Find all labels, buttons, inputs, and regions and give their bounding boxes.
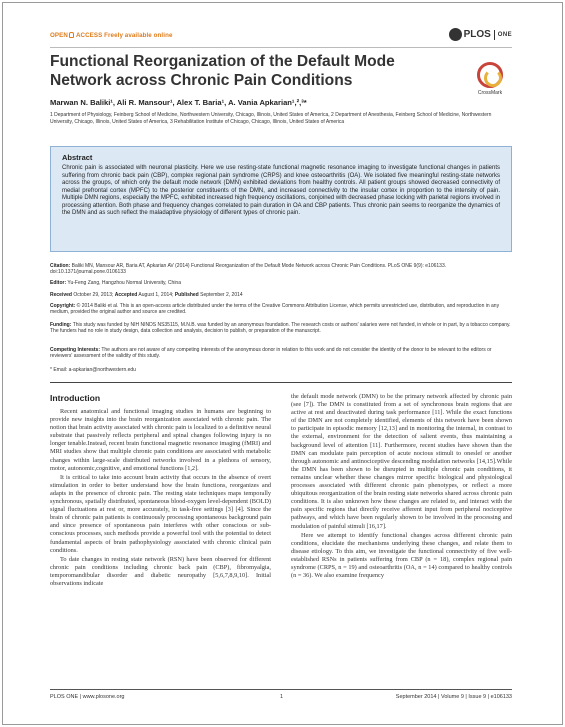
- journal-url[interactable]: PLOS ONE | www.plosone.org: [50, 694, 125, 700]
- freely-available-label: Freely available online: [104, 32, 173, 39]
- plos-circle-icon: [449, 28, 462, 41]
- editor: Editor: Yu-Feng Zang, Hangzhou Normal University, China: [50, 280, 181, 286]
- article-title: Functional Reorganization of the Default Mode Network across Chronic Pain Conditions: [50, 53, 395, 89]
- header-rule: [50, 47, 512, 48]
- dates: Received October 29, 2013; Accepted August 1, 2014; Published September 2, 2014: [50, 292, 243, 298]
- paragraph: Here we attempt to identify functional changes across different chronic pain conditions, elucidate the mechanisms underlying these changes, and relate them to disease etiology. To this aim, we investigate the functional connectivity of five well-established RSNs in patients suffering from CBP (n = 18), complex regional pain syndrome (CRPS, n = 19) and osteoarthritis (OA, n = 14) compared to healthy controls (n = 36). We also examine frequency: [291, 531, 512, 580]
- citation: Citation: Baliki MN, Mansour AR, Baria AT, Apkarian AV (2014) Functional Reorganization of the Default Mode Network across Chronic Pain Conditions. PLoS ONE 9(9): e106133. doi:10.1371/journal.pone.0106133: [50, 263, 447, 276]
- issue-info: September 2014 | Volume 9 | Issue 9 | e106133: [395, 694, 512, 700]
- open-lock-icon: [69, 32, 74, 38]
- logo-divider: [494, 30, 495, 40]
- page-frame: [2, 2, 563, 725]
- section-rule: [50, 382, 512, 383]
- abstract-text: Chronic pain is associated with neuronal plasticity. Here we use resting-state functional magnetic resonance imaging to investigate functional changes in patients suffering from chronic back pain (CBP), complex regional pain syndrome (CRPS) and knee osteoarthritis (OA). We isolated five meaningful resting-state networks across the groups, of which only the default mode network (DMN) exhibited deviations from healthy controls. All patient groups showed decreased connectivity of medial prefrontal cortex (MPFC) to the posterior constituents of the DMN, and increased connectivity to the insular cortex in proportion to the intensity of pain. Multiple DMN regions, especially the MPFC, exhibited increased high frequency oscillations, conjoined with decreased phase locking with parietal regions involved in processing attention. Both phase and frequency changes correlated to pain duration in OA and CBP patients. Thus chronic pain seems to reorganize the dynamics of the DMN and as such reflect the maladaptive physiology of different types of chronic pain.: [62, 165, 500, 216]
- page-header: [50, 28, 512, 48]
- paragraph: To date changes in resting state network (RSN) have been observed for different chronic pain conditions including chronic back pain (CBP), fibromyalgia, temporomandibular disorder and diabetic neuropathy [5,6,7,8,9,10]. Initial observations indicate: [50, 555, 271, 587]
- crossmark-label: CrossMark: [477, 90, 503, 96]
- paragraph: It is critical to take into account brain activity that occurs in the absence of overt stimulation in order to better understand how the brain functions, reorganizes and adapts in the presence of chronic pain. The resting state techniques maps temporally synchronous, spatially distributed, spontaneous blood-oxygen level-dependent (BOLD) signal fluctuations at rest or, more accurately, in task-free settings [3] [4]. Since the brain of chronic pain patients is continuously processing spontaneous background pain and since presence of spontaneous pain interferes with other conscious or sub-conscious processes, such methods provide a powerful tool with the potential to detect fundamental aspects of brain pathophysiology associated with chronic clinical pain conditions.: [50, 473, 271, 554]
- paragraph: the default mode network (DMN) to be the primary network affected by chronic pain (see [7]). The DMN is constituted from a set of synchronous brain regions that are active at rest and deactivated during task performance [11]. While the exact functions of the DMN are not completely identified, elements of this network have been shown to participate in episodic memory [12,13] and in monitoring the internal, in contrast to the external, environment for the detection of salient events, thus maintaining a background level of attention [11]. Furthermore, recent studies have shown than the DMN can modulate pain perception of acute nocious stimuli to oneslef or another through autonomic and antinociceptive descending modulation networks [14,15].While the DMN has been shown to be disrupted in multiple chronic pain conditions, it remains unclear whether these changes mirror specific biological and physiological processes associated with different chronic pain phenotypes, or reflect a more ubiquitous reorganization of the brain resting state networks shared across chronic pain conditions. It is also unknown how these changes are related to, and interact with the pain specific regions that directly receive afferent input from peripheral nociceptive pathways, and which have been regularly shown to be involved in the processing and modulation of painful stimuli [16,17].: [291, 393, 512, 530]
- author-list: Marwan N. Baliki¹, Ali R. Mansour¹, Alex T. Baria¹, A. Vania Apkarian¹,²,³*: [50, 98, 307, 107]
- paragraph: Recent anatomical and functional imaging studies in humans are beginning to provide new insights into the brain reorganization associated with chronic pain. The notion that brain activity associated with chronic pain is localized to a definitive neural substrate that passively reflects peripheral and spinal changes following injury is no longer tenable.Instead, recent brain functional magnetic resonance imaging (fMRI) and MRI studies show that multiple chronic pain conditions are associated with metabolic changes within large-scale distributed networks involved in a plethora of sensory, motor, autonomic,cognitive, and emotional functions [1,2].: [50, 408, 271, 472]
- left-column: [50, 408, 271, 589]
- crossmark-button[interactable]: [474, 62, 506, 96]
- open-access-badge: OPEN ACCESS Freely available online: [50, 32, 173, 39]
- right-column: [291, 393, 512, 581]
- plos-one-logo[interactable]: PLOS ONE: [449, 28, 512, 41]
- funding: Funding: This study was funded by NIH NINDS NS35115, M.N.B. was funded by an anonymous foundation. The research costs or authors' salaries were not funded, in whole or in part, by a tobacco company. The funders had no role in study design, data collection and analysis, decision to publish, or preparation of the manuscript.: [50, 322, 511, 335]
- crossmark-icon: [477, 62, 503, 88]
- competing-interests: Competing Interests: The authors are not aware of any competing interests of the anonymous donor in relation to this work and do not consider the identity of the donor to be relevant to the editors or reviewers' assessment of the validity of this study.: [50, 347, 492, 360]
- affiliations: 1 Department of Physiology, Feinberg School of Medicine, Northwestern University, Chicago, Illinois, United States of America, 2 Department of Anesthesia, Feinberg School of Medicine, Northwestern University, Chicago, Illinois, United States of America, 3 Rehabilitation Institute of Chicago, Chicago, Illinois, United States of America: [50, 112, 492, 125]
- footer-rule: [50, 689, 512, 690]
- abstract-heading: Abstract: [62, 153, 93, 162]
- introduction-heading: Introduction: [50, 393, 101, 403]
- copyright: Copyright: © 2014 Baliki et al. This is an open-access article distributed under the terms of the Creative Commons Attribution License, which permits unrestricted use, distribution, and reproduction in any medium, provided the original author and source are credited.: [50, 303, 500, 316]
- abstract-box: [50, 146, 512, 252]
- page-number: 1: [280, 694, 284, 700]
- corresponding-email[interactable]: * Email: a-apkarian@northwestern.edu: [50, 367, 136, 373]
